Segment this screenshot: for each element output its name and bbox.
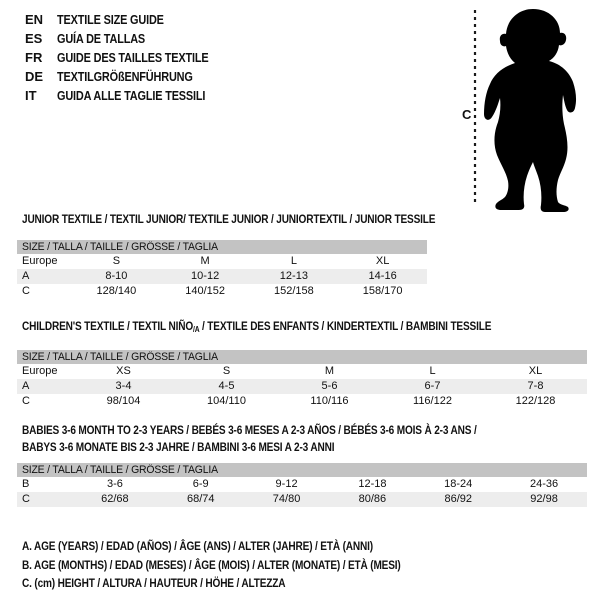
- junior-size-table: [17, 212, 436, 299]
- language-row-fr: [25, 48, 237, 67]
- height-cell: 92/98: [530, 493, 558, 505]
- age-cell: 18-24: [444, 478, 473, 490]
- size-header-bar: SIZE / TALLA / TAILLE / GRÖSSE / TAGLIA: [17, 463, 587, 477]
- size-cell: XL: [375, 255, 390, 267]
- height-cell: 152/158: [273, 285, 314, 297]
- legend-footnotes: [22, 537, 473, 593]
- height-measure-label: C: [462, 107, 472, 122]
- size-cell: L: [290, 255, 297, 267]
- age-cell: 24-36: [529, 478, 559, 490]
- size-cell: M: [324, 365, 335, 377]
- baby-silhouette-path: [484, 9, 576, 212]
- language-code: IT: [25, 88, 37, 103]
- height-cell: 74/80: [272, 493, 301, 505]
- age-cell: 3-4: [115, 380, 132, 392]
- table-row: [17, 379, 587, 394]
- height-cell: 68/74: [186, 493, 215, 505]
- height-cell: 122/128: [515, 395, 556, 407]
- baby-silhouette-icon: [438, 2, 600, 214]
- height-cell: 62/68: [101, 493, 129, 505]
- age-cell: 5-6: [321, 380, 338, 392]
- language-code: DE: [25, 69, 44, 84]
- language-row-it: [25, 86, 237, 105]
- table-row: [17, 492, 587, 507]
- table-title: JUNIOR TEXTILE / TEXTIL JUNIOR/ TEXTILE JUNIOR / JUNIORTEXTIL / JUNIOR TESSILE: [22, 212, 436, 226]
- row-label: B: [22, 478, 30, 490]
- height-cell: 98/104: [106, 395, 141, 407]
- language-code: ES: [25, 31, 43, 46]
- baby-height-figure: [438, 2, 600, 214]
- language-title: GUIDA ALLE TAGLIE TESSILI: [57, 88, 206, 103]
- language-code: FR: [25, 50, 43, 65]
- size-cell: S: [112, 255, 121, 267]
- row-label: Europe: [22, 255, 58, 267]
- row-label: C: [22, 395, 30, 407]
- table-row: [17, 394, 587, 409]
- table-title: BABIES 3-6 MONTH TO 2-3 YEARS / BEBÉS 3-6 MESES A 2-3 AÑOS / BÉBÉS 3-6 MOIS À 2-3 ANS /: [22, 423, 477, 437]
- table-row: [17, 364, 587, 379]
- row-label: C: [22, 493, 30, 505]
- table-row: [17, 254, 427, 269]
- table-row: [17, 269, 427, 284]
- age-cell: 4-5: [218, 380, 235, 392]
- age-cell: 10-12: [191, 270, 220, 282]
- language-row-en: [25, 10, 237, 29]
- row-label: C: [22, 285, 30, 297]
- size-header-bar: SIZE / TALLA / TAILLE / GRÖSSE / TAGLIA: [17, 350, 587, 364]
- age-cell: 8-10: [105, 270, 128, 282]
- language-list: [25, 10, 237, 105]
- title-subscript: /A: [193, 325, 200, 334]
- size-cell: M: [200, 255, 210, 267]
- size-cell: XL: [528, 365, 543, 377]
- footnote-age-months: B. AGE (MONTHS) / EDAD (MESES) / ÂGE (MOIS) / ALTER (MONATE) / ETÀ (MESI): [22, 557, 401, 572]
- children-size-table: [17, 320, 587, 409]
- size-cell: L: [429, 365, 436, 377]
- language-title: GUÍA DE TALLAS: [57, 31, 146, 46]
- age-cell: 3-6: [106, 478, 123, 490]
- size-cell: XS: [116, 365, 131, 377]
- language-row-es: [25, 29, 237, 48]
- language-title: GUIDE DES TAILLES TEXTILE: [57, 50, 209, 65]
- height-cell: 86/92: [444, 493, 472, 505]
- height-cell: 128/140: [96, 285, 137, 297]
- size-header-bar: SIZE / TALLA / TAILLE / GRÖSSE / TAGLIA: [17, 240, 427, 254]
- language-title: TEXTILGRÖßENFÜHRUNG: [57, 69, 193, 84]
- language-title: TEXTILE SIZE GUIDE: [57, 12, 164, 27]
- size-cell: S: [222, 365, 231, 377]
- height-cell: 80/86: [358, 493, 387, 505]
- row-label: A: [22, 270, 30, 282]
- height-cell: 110/116: [310, 395, 349, 407]
- table-row: [17, 284, 427, 299]
- table-title-line2: BABYS 3-6 MONATE BIS 2-3 JAHRE / BAMBINI 3-6 MESI A 2-3 ANNI: [22, 440, 335, 454]
- age-cell: 14-16: [368, 270, 397, 282]
- row-label: Europe: [22, 365, 58, 377]
- table-row: [17, 477, 587, 492]
- age-cell: 9-12: [275, 478, 298, 490]
- row-label: A: [22, 380, 30, 392]
- age-cell: 7-8: [527, 380, 544, 392]
- footnote-age-years: A. AGE (YEARS) / EDAD (AÑOS) / ÂGE (ANS) / ALTER (JAHRE) / ETÀ (ANNI): [22, 539, 373, 553]
- footnote-height-cm: C. (cm) HEIGHT / ALTURA / HAUTEUR / HÖHE / ALTEZZA: [22, 576, 286, 590]
- height-cell: 140/152: [185, 285, 225, 297]
- age-cell: 12-18: [358, 478, 387, 490]
- age-cell: 6-7: [424, 380, 441, 392]
- age-cell: 6-9: [192, 478, 209, 490]
- babies-size-table: [17, 422, 587, 507]
- language-code: EN: [25, 12, 44, 27]
- table-title: CHILDREN'S TEXTILE / TEXTIL NIÑO/A / TEXTILE DES ENFANTS / KINDERTEXTIL / BAMBINI TESSILE: [22, 319, 492, 334]
- height-cell: 104/110: [207, 395, 246, 407]
- age-cell: 12-13: [279, 270, 308, 282]
- language-row-de: [25, 67, 237, 86]
- height-cell: 116/122: [413, 395, 452, 407]
- height-cell: 158/170: [362, 285, 403, 297]
